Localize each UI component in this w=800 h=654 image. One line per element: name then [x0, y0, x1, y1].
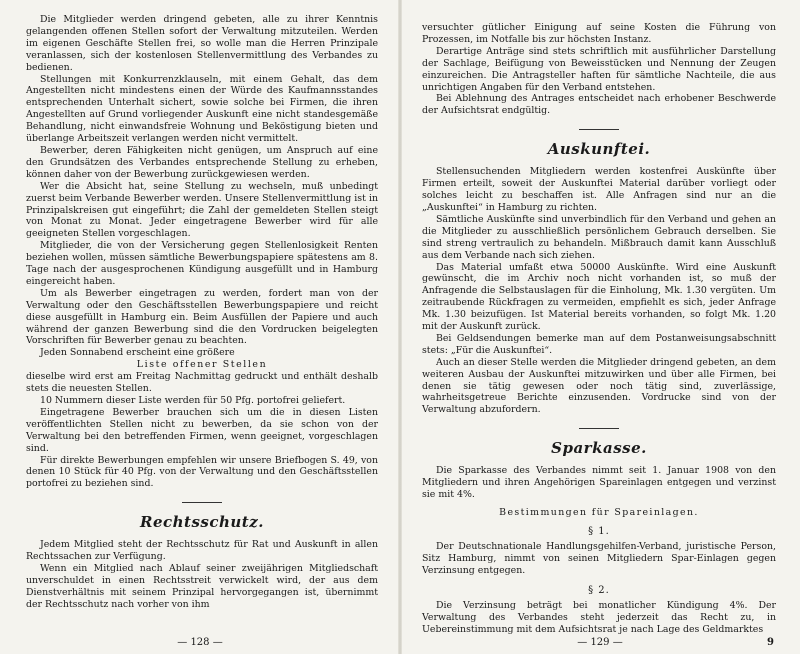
paragraph: Bei Ablehnung des Antrages entscheidet nach erhobener Beschwerde der Aufsichtsrat endgültig. — [422, 93, 776, 117]
paragraph: Sämtliche Auskünfte sind unverbindlich für den Verband und gehen an die Mitglieder zu ausschließlich persönlichem Gebrauch derselben. Sie sind streng vertraulich zu behandeln. Mißbrauch damit kann Ausschluß aus dem Verbande nach sich ziehen. — [422, 213, 776, 261]
paragraph: Um als Bewerber eingetragen zu werden, fordert man von der Verwaltung oder den Geschäftsstellen Bewerbungspapiere und reicht diese ausgefüllt in Hamburg ein. Beim Ausfüllen der Papiere und auch während der ganzen Bewerbung sind die den Vordrucken beigelegten Vorschriften für Bewerber genau zu beachten. — [26, 287, 378, 347]
paragraph: Derartige Anträge sind stets schriftlich mit ausführlicher Darstellung der Sachlage, Beifügung von Beweisstücken und Nennung der Zeugen einzureichen. Die Antragsteller haften für sämtliche Nachteile, die aus unrichtigen Angaben für den Verband entstehen. — [422, 45, 776, 93]
section-number: § 2. — [588, 584, 610, 596]
paragraph: Die Mitglieder werden dringend gebeten, alle zu ihrer Kenntnis gelangenden offenen Stellen sofort der Verwaltung mitzuteilen. Werden im eigenen Geschäfte Stellen frei, so wolle man die Herren Prinzipale veranlassen, sich der kostenlosen Stellenvermittlung des Verbandes zu bedienen. — [26, 14, 378, 73]
paragraph: Auch an dieser Stelle werden die Mitglieder dringend gebeten, an dem weiteren Ausbau der Auskunftei mitzuwirken und über alle Firmen, bei denen sie tätig gewesen oder noch tätig sind, zuverlässige, wahrheitsgetreue Berichte einzusenden. Vordrucke sind von der Verwaltung abzufordern. — [422, 356, 776, 416]
paragraph: dieselbe wird erst am Freitag Nachmittag gedruckt und enthält deshalb stets die neuesten Stellen. — [26, 371, 378, 395]
paragraph: Stellensuchenden Mitgliedern werden kostenfrei Auskünfte über Firmen erteilt, soweit der Auskunftei Material darüber vorliegt oder solches leicht zu beschaffen ist. Alle Anfragen sind nur an die „Auskunftei“ in Hamburg zu richten. — [422, 166, 776, 213]
subheading: Bestimmungen für Spareinlagen. — [499, 507, 699, 518]
paragraph: Wenn ein Mitglied nach Ablauf seiner zweijährigen Mitgliedschaft unverschuldet in einen Rechtsstreit verwickelt wird, der aus dem Dienstverhältnis mit seinem Prinzipal hervorgegangen ist, übernimmt der Rechtsschutz nach vorher von ihm — [26, 563, 378, 610]
paragraph: Der Deutschnationale Handlungsgehilfen-Verband, juristische Person, Sitz Hamburg, nimmt von seinen Mitgliedern Spar-Einlagen gegen Verzinsung entgegen. — [422, 541, 776, 576]
paragraph: Die Sparkasse des Verbandes nimmt seit 1. Januar 1908 von den Mitgliedern und ihren Angehörigen Spareinlagen entgegen und verzinst sie mit 4%. — [422, 465, 776, 501]
paragraph: Für direkte Bewerbungen empfehlen wir unsere Briefbogen S. 49, von denen 10 Stück für 40 Pfg. von der Verwaltung und den Geschäftsstellen portofrei zu beziehen sind. — [26, 454, 378, 490]
paragraph: Das Material umfaßt etwa 50000 Auskünfte. Wird eine Auskunft gewünscht, die im Archiv noch nicht vorhanden ist, so muß der Anfragende die Selbstauslagen für die Einholung, Mk. 1.30 vergüten. Um zeitraubende Rückfragen zu vermeiden, empfiehlt es sich, jeder Anfrage Mk. 1.30 beizufügen. Ist Material bereits vorhanden, so folgt Mk. 1.20 mit der Auskunft zurück. — [422, 261, 776, 333]
paragraph: Jedem Mitglied steht der Rechtsschutz für Rat und Auskunft in allen Rechtssachen zur Verfügung. — [26, 539, 378, 563]
signature-mark: 9 — [767, 637, 774, 648]
divider-rule — [579, 129, 619, 130]
right-page — [400, 0, 800, 654]
paragraph: Die Verzinsung beträgt bei monatlicher Kündigung 4%. Der Verwaltung des Verbandes steht jederzeit das Recht zu, in Uebereinstimmung mit dem Aufsichtsrat je nach Lage des Geldmarktes — [422, 599, 776, 635]
section-heading-auskunftei: Auskunftei. — [547, 140, 651, 159]
page-number-right: — 129 — — [577, 637, 623, 648]
paragraph: Stellungen mit Konkurrenzklauseln, mit einem Gehalt, das dem Angestellten nicht mindestens einen der Würde des Kaufmannsstandes entsprechenden Unterhalt sichert, sowie solche bei Firmen, die ihren Angestellten auf Grund vorliegender Auskunft eine nicht standesgemäße Behandlung, nicht einwandsfreie Wohnung und Beköstigung bieten und überlange Arbeitszeit verlangen werden nicht vermittelt. — [26, 73, 378, 145]
paragraph: 10 Nummern dieser Liste werden für 50 Pfg. portofrei geliefert. — [40, 395, 346, 406]
paragraph: Wer die Absicht hat, seine Stellung zu wechseln, muß unbedingt zuerst beim Verbande Bewerber werden. Unsere Stellenvermittlung ist in Prinzipalskreisen gut eingeführt; die Zahl der gemeldeten Stellen steigt von Monat zu Monat. Jeder eingetragene Bewerber wird für alle geeigneten Stellen vorgeschlagen. — [26, 180, 378, 240]
section-heading-rechtsschutz: Rechtsschutz. — [140, 513, 264, 532]
paragraph: Jeden Sonnabend erscheint eine größere — [40, 347, 235, 359]
page-number-left: — 128 — — [177, 637, 223, 648]
paragraph: Bei Geldsendungen bemerke man auf dem Postanweisungsabschnitt stets: „Für die Auskunftei“. — [422, 332, 776, 356]
divider-rule — [579, 428, 619, 429]
paragraph: versuchter gütlicher Einigung auf seine Kosten die Führung von Prozessen, im Notfalle bis zur höchsten Instanz. — [422, 22, 776, 45]
paragraph: Eingetragene Bewerber brauchen sich um die in diesen Listen veröffentlichten Stellen nicht zu bewerben, da sie schon von der Verwaltung bei den betreffenden Firmen, wenn geeignet, vorgeschlagen sind. — [26, 406, 378, 454]
paragraph: Mitglieder, die von der Versicherung gegen Stellenlosigkeit Renten beziehen wollen, müssen sämtliche Bewerbungspapiere spätestens am 8. Tage nach der ausgesprochenen Kündigung ausgefüllt und in Hamburg eingereicht haben. — [26, 240, 378, 287]
section-heading-sparkasse: Sparkasse. — [551, 439, 647, 458]
paragraph: Bewerber, deren Fähigkeiten nicht genügen, um Anspruch auf eine den Grundsätzen des Verbandes entsprechende Stellung zu erheben, können daher von der Bewerbung zurückgewiesen werden. — [26, 144, 378, 180]
divider-rule — [182, 502, 222, 503]
section-number: § 1. — [588, 526, 610, 537]
list-title: Liste offener Stellen — [136, 359, 268, 371]
